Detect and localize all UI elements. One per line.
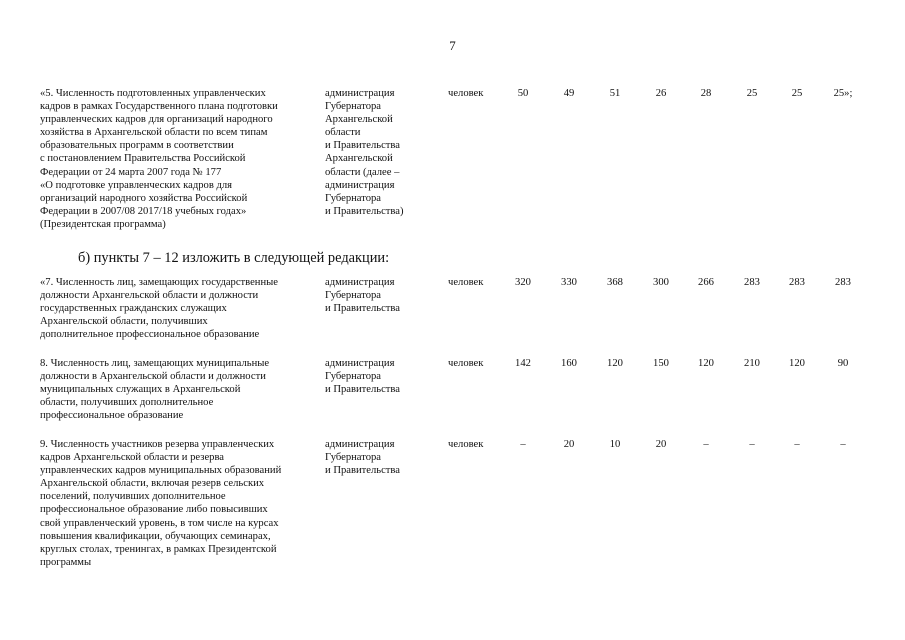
- value-year-3: 120: [607, 358, 623, 369]
- amendment-subheading: б) пункты 7 – 12 изложить в следующей редакции:: [78, 250, 390, 266]
- value-year-3: 51: [609, 88, 621, 99]
- value-year-2: 49: [563, 88, 575, 99]
- executor: администрация Губернатора и Правительства: [325, 277, 400, 315]
- value-year-6: –: [749, 439, 755, 450]
- value-year-4: 26: [655, 88, 667, 99]
- indicator-name: «5. Численность подготовленных управленческих кадров в рамках Государственного плана подготовки управленческих кадров для организаций народного хозяйства в Архангельской области по всем типам образовательных программ в соответствии с постановлением Правительства Российской Федерации от 24 марта 2007 года № 177 «О подготовке управленческих кадров для организаций народного хозяйства Российской Федерации в 2007/08 2017/18 учебных годах» (Президентская программа): [40, 88, 278, 230]
- unit: человек: [448, 439, 484, 450]
- indicator-name: 9. Численность участников резерва управленческих кадров Архангельской области и резерва управленческих кадров муниципальных образований Архангельской области, включая резерв сельских поселений, получивших дополнительное профессиональное образование либо повысивших свой управленческий уровень, в том числе на курсах повышения квалификации, обучающих семинарах, круглых столах, тренингах, в рамках Президентской программы: [40, 439, 282, 568]
- value-year-6: 210: [744, 358, 760, 369]
- value-year-7: 283: [789, 277, 805, 288]
- value-year-5: 28: [700, 88, 712, 99]
- value-year-8: 90: [837, 358, 849, 369]
- value-year-8: 25»;: [833, 88, 853, 99]
- value-year-7: 120: [789, 358, 805, 369]
- value-year-1: 142: [515, 358, 531, 369]
- value-year-5: 266: [698, 277, 714, 288]
- value-year-1: 50: [517, 88, 529, 99]
- value-year-8: 283: [835, 277, 851, 288]
- value-year-2: 20: [563, 439, 575, 450]
- value-year-4: 20: [655, 439, 667, 450]
- indicator-name: 8. Численность лиц, замещающих муниципальные должности в Архангельской области и должности муниципальных служащих в Архангельской области, получивших дополнительное профессиональное образование: [40, 358, 270, 422]
- value-year-5: 120: [698, 358, 714, 369]
- value-year-6: 283: [744, 277, 760, 288]
- value-year-7: 25: [791, 88, 803, 99]
- value-year-2: 330: [561, 277, 577, 288]
- unit: человек: [448, 88, 484, 99]
- indicator-name: «7. Численность лиц, замещающих государственные должности Архангельской области и должности государственных гражданских служащих Архангельской области, получивших дополнительное профессиональное образование: [40, 277, 278, 341]
- value-year-7: –: [794, 439, 800, 450]
- executor: администрация Губернатора Архангельской области и Правительства Архангельской области (далее – администрация Губернатора и Правительства): [325, 88, 404, 217]
- value-year-6: 25: [746, 88, 758, 99]
- unit: человек: [448, 358, 484, 369]
- value-year-2: 160: [561, 358, 577, 369]
- value-year-3: 10: [609, 439, 621, 450]
- value-year-4: 150: [653, 358, 669, 369]
- value-year-5: –: [703, 439, 709, 450]
- value-year-1: –: [520, 439, 526, 450]
- value-year-1: 320: [515, 277, 531, 288]
- value-year-8: –: [840, 439, 846, 450]
- value-year-3: 368: [607, 277, 623, 288]
- value-year-4: 300: [653, 277, 669, 288]
- unit: человек: [448, 277, 484, 288]
- executor: администрация Губернатора и Правительства: [325, 358, 400, 396]
- page-number: 7: [449, 38, 456, 53]
- executor: администрация Губернатора и Правительства: [325, 439, 400, 477]
